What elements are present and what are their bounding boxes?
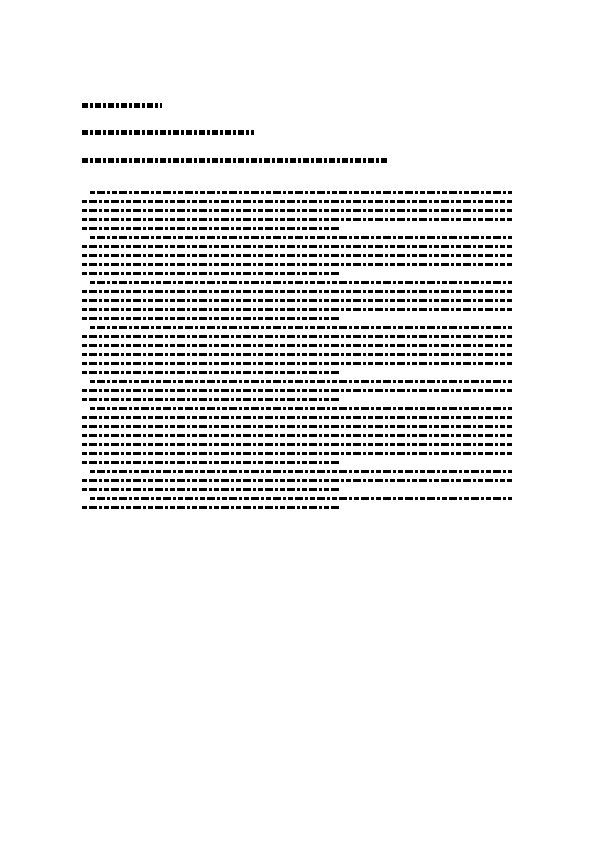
text-line: [82, 371, 340, 374]
paragraph: [82, 407, 512, 464]
paragraph: [82, 380, 512, 401]
text-line: [82, 488, 340, 491]
text-line: [82, 461, 340, 464]
text-line: [90, 326, 512, 329]
paragraph: [82, 326, 512, 374]
text-line: [82, 443, 512, 446]
text-line: [90, 470, 512, 473]
text-line: [90, 191, 512, 194]
text-line: [82, 209, 512, 212]
text-line: [82, 290, 512, 293]
text-line: [90, 380, 512, 383]
text-line: [82, 263, 512, 266]
paragraph: [82, 191, 512, 230]
document-body: [82, 186, 512, 515]
paragraph: [82, 470, 512, 491]
text-line: [82, 218, 512, 221]
text-line: [82, 299, 512, 302]
text-line: [82, 434, 512, 437]
text-line: [82, 317, 340, 320]
paragraph: [82, 497, 512, 509]
text-line: [82, 308, 512, 311]
text-line: [90, 281, 512, 284]
paragraph: [82, 236, 512, 275]
text-line: [82, 398, 340, 401]
text-line: [82, 200, 512, 203]
text-line: [82, 506, 340, 509]
document-heading-line-3: [82, 158, 388, 163]
document-heading-line-2: [82, 130, 254, 135]
paragraph: [82, 281, 512, 320]
text-line: [90, 236, 512, 239]
text-line: [82, 362, 512, 365]
text-line: [90, 497, 512, 500]
text-line: [82, 335, 512, 338]
text-line: [82, 389, 512, 392]
text-line: [82, 227, 340, 230]
text-line: [82, 416, 512, 419]
text-line: [82, 254, 512, 257]
text-line: [82, 344, 512, 347]
text-line: [90, 407, 512, 410]
document-heading-line-1: [82, 103, 162, 108]
text-line: [82, 452, 512, 455]
text-line: [82, 425, 512, 428]
text-line: [82, 479, 512, 482]
text-line: [82, 245, 512, 248]
text-line: [82, 353, 512, 356]
text-line: [82, 272, 340, 275]
